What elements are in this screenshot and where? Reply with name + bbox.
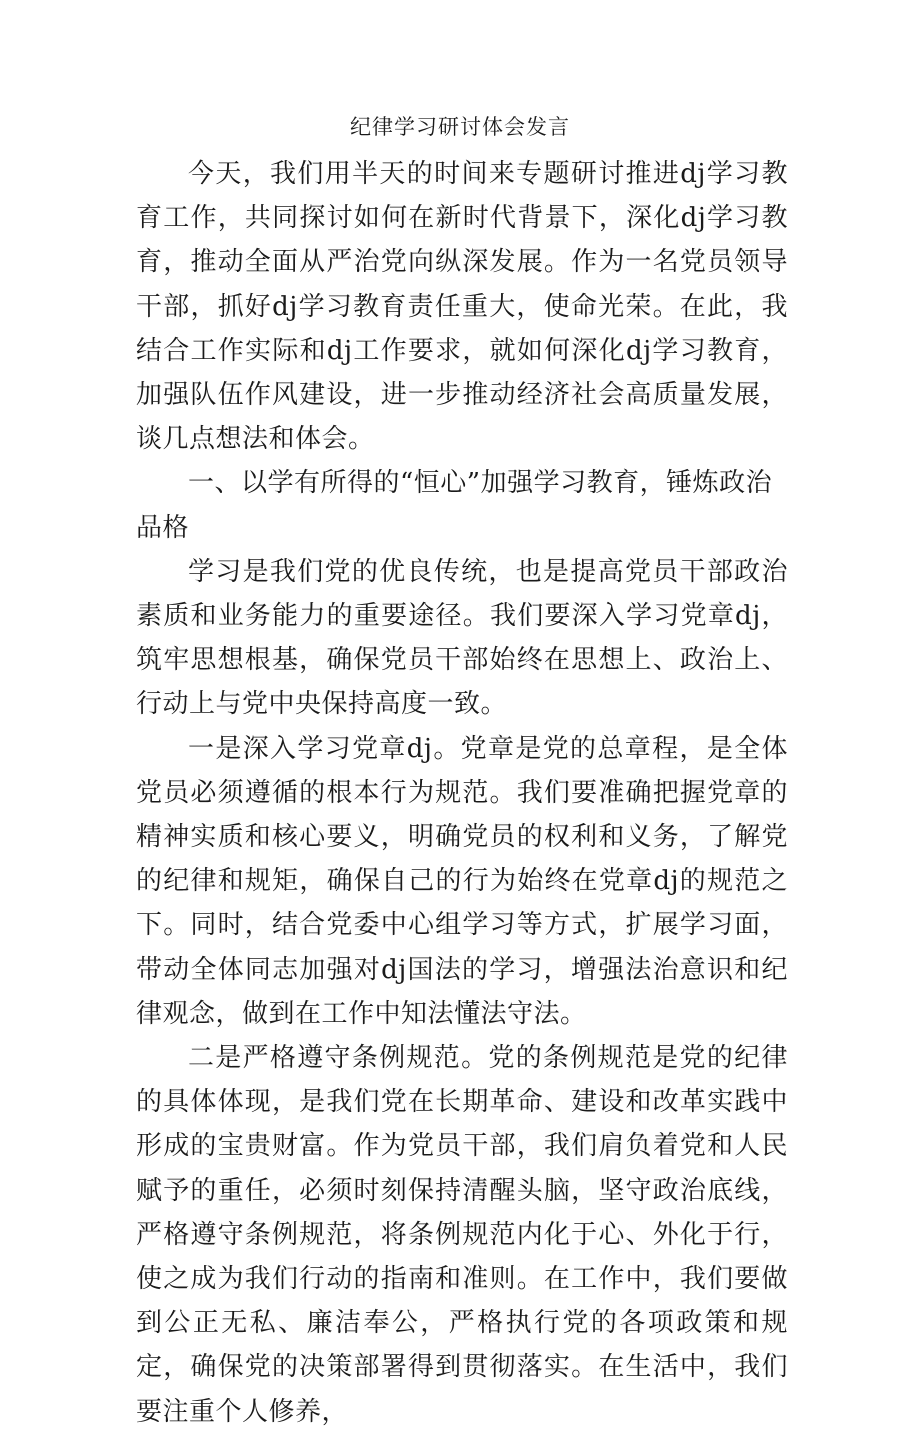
paragraph-study-tradition: 学习是我们党的优良传统，也是提高党员干部政治素质和业务能力的重要途径。我们要深入学习党章dj，筑牢思想根基，确保党员干部始终在思想上、政治上、行动上与党中央保持高度一致。 [136,556,788,720]
document-body [136,152,788,1434]
paragraph-point-2: 二是严格遵守条例规范。党的条例规范是党的纪律的具体体现，是我们党在长期革命、建设和改革实践中形成的宝贵财富。作为党员干部，我们肩负着党和人民赋予的重任，必须时刻保持清醒头脑，坚守政治底线，严格遵守条例规范，将条例规范内化于心、外化于行，使之成为我们行动的指南和准则。在工作中，我们要做到公正无私、廉洁奉公，严格执行党的各项政策和规定，确保党的决策部署得到贯彻落实。在生活中，我们要注重个人修养， [136,1043,788,1427]
document-title: 纪律学习研讨体会发言 [350,115,570,139]
paragraph-intro: 今天，我们用半天的时间来专题研讨推进dj学习教育工作，共同探讨如何在新时代背景下，深化dj学习教育，推动全面从严治党向纵深发展。作为一名党员领导干部，抓好dj学习教育责任重大，使命光荣。在此，我结合工作实际和dj工作要求，就如何深化dj学习教育，加强队伍作风建设，进一步推动经济社会高质量发展，谈几点想法和体会。 [136,159,788,455]
paragraph-point-1: 一是深入学习党章dj。党章是党的总章程，是全体党员必须遵循的根本行为规范。我们要准确把握党章的精神实质和核心要义，明确党员的权利和义务，了解党的纪律和规矩，确保自己的行为始终在党章dj的规范之下。同时，结合党委中心组学习等方式，扩展学习面，带动全体同志加强对dj国法的学习，增强法治意识和纪律观念，做到在工作中知法懂法守法。 [136,733,788,1029]
section-heading-1: 一、以学有所得的“恒心”加强学习教育，锤炼政治品格 [136,468,773,543]
